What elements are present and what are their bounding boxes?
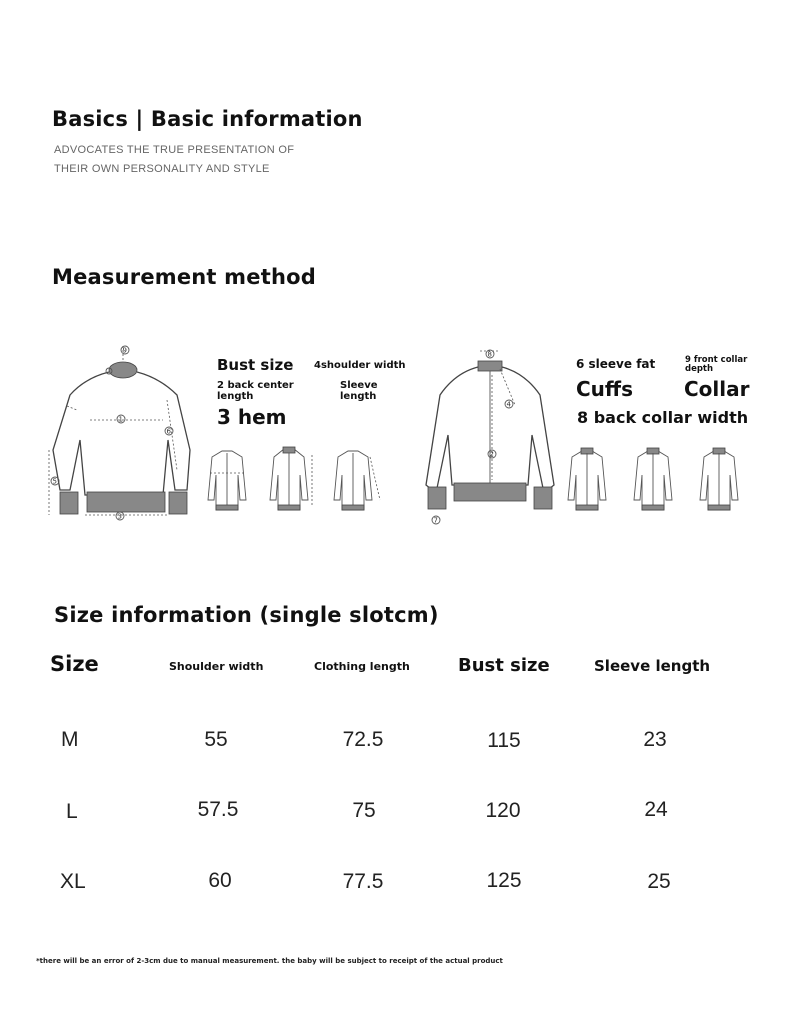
subtitle: [54, 141, 294, 179]
label-front-collar-depth: 9 front collar depth: [685, 355, 748, 374]
svg-text:5: 5: [52, 477, 57, 486]
row-m-length: 72.5: [342, 728, 384, 751]
header-sleeve-length: Sleeve length: [594, 657, 711, 675]
row-m-bust: 115: [487, 729, 521, 752]
small-jacket-2: [270, 447, 312, 510]
subtitle-line-1: ADVOCATES THE TRUE PRESENTATION OF: [54, 144, 295, 156]
row-l-bust: 120: [485, 799, 521, 822]
small-jacket-3: [334, 451, 380, 510]
small-jackets-right: [560, 445, 760, 525]
row-l-length: 75: [352, 799, 376, 822]
header-bust-size: Bust size: [458, 655, 550, 676]
header-clothing-length: Clothing length: [314, 660, 410, 673]
sweatshirt-collar: [109, 362, 137, 378]
jacket-collar: [478, 361, 502, 371]
label-back-center-length: 2 back center length: [217, 380, 294, 402]
footer-note: *there will be an error of 2-3cm due to manual measurement. the baby will be subject to receipt of the actual product: [36, 957, 503, 965]
label-collar: Collar: [684, 377, 750, 401]
sweatshirt-hem: [87, 492, 165, 512]
svg-text:1: 1: [118, 415, 123, 424]
svg-text:6: 6: [166, 427, 171, 436]
jacket-hem: [454, 483, 526, 501]
label-bust-size: Bust size: [217, 356, 294, 374]
svg-text:8: 8: [487, 350, 492, 359]
svg-text:9: 9: [122, 346, 127, 355]
row-l-sleeve: 24: [644, 798, 668, 821]
label-cuffs: Cuffs: [576, 377, 634, 401]
label-sleeve-length: Sleeve length: [340, 380, 378, 402]
svg-text:2: 2: [489, 450, 494, 459]
row-xl-length: 77.5: [342, 870, 384, 893]
sweatshirt-cuff-left: [60, 492, 78, 514]
small-jacket-5: [634, 448, 672, 510]
svg-text:3: 3: [117, 512, 122, 521]
jacket-cuff-left: [428, 487, 446, 509]
row-xl-sleeve: 25: [647, 870, 671, 893]
size-info-title: Size information (single slotcm): [54, 603, 439, 627]
jacket-diagram: [420, 345, 560, 530]
small-jacket-6: [700, 448, 738, 510]
sweatshirt-diagram: [45, 340, 195, 525]
label-back-collar-width: 8 back collar width: [577, 408, 749, 427]
row-l-size: L: [66, 800, 78, 823]
svg-text:7: 7: [433, 516, 438, 525]
jacket-cuff-right: [534, 487, 552, 509]
label-hem: 3 hem: [217, 405, 287, 429]
header-shoulder-width: Shoulder width: [169, 660, 264, 673]
svg-text:4: 4: [506, 400, 511, 409]
row-l-shoulder: 57.5: [197, 798, 239, 821]
small-jacket-1: [208, 451, 246, 510]
row-m-shoulder: 55: [204, 728, 228, 751]
row-xl-size: XL: [60, 870, 86, 893]
page-title: Basics | Basic information: [52, 107, 363, 131]
measurement-title: Measurement method: [52, 265, 316, 289]
sweatshirt-cuff-right: [169, 492, 187, 514]
small-jackets-left: [200, 445, 390, 525]
row-m-sleeve: 23: [643, 728, 667, 751]
row-xl-shoulder: 60: [208, 869, 232, 892]
header-size: Size: [50, 652, 99, 676]
row-m-size: M: [61, 728, 79, 751]
small-jacket-4: [568, 448, 606, 510]
row-xl-bust: 125: [486, 869, 522, 892]
label-shoulder-width: 4shoulder width: [314, 360, 406, 371]
label-sleeve-fat: 6 sleeve fat: [576, 357, 656, 371]
subtitle-line-2: THEIR OWN PERSONALITY AND STYLE: [54, 163, 270, 175]
